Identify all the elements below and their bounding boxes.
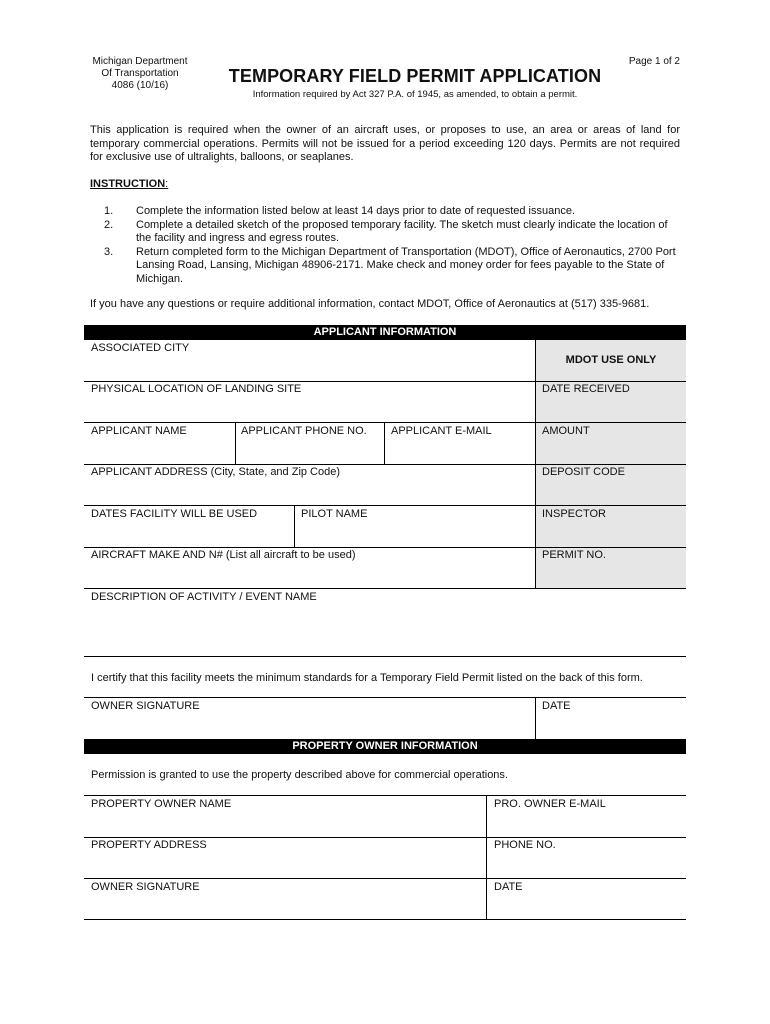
- applicant-address-label: APPLICANT ADDRESS (City, State, and Zip Code): [91, 466, 341, 478]
- signature-date-label: DATE: [542, 700, 571, 712]
- inspector-label: INSPECTOR: [542, 508, 606, 520]
- instruction-heading: [90, 178, 168, 190]
- instruction-step: [104, 205, 684, 219]
- column-divider: [294, 505, 295, 547]
- page-subtitle: Information required by Act 327 P.A. of 1945, as amended, to obtain a permit.: [252, 89, 578, 100]
- property-address-label: PROPERTY ADDRESS: [91, 839, 207, 851]
- row-divider: [84, 505, 686, 506]
- row-divider: [84, 464, 686, 465]
- signature-date-field[interactable]: [538, 714, 684, 738]
- property-owner-email-field[interactable]: [489, 812, 684, 836]
- aircraft-label: AIRCRAFT MAKE AND N# (List all aircraft to be used): [91, 549, 356, 561]
- form-code: 4086 (10/16): [111, 80, 169, 91]
- step-text: Return completed form to the Michigan Department of Transportation (MDOT), Office of Aeronautics, 2700 Port Lansing Road, Lansing, Michigan 48906-2171. Make check and money order for fees payable to the State of Michigan.: [136, 245, 676, 285]
- step-number: 3.: [104, 245, 114, 258]
- department-block: [80, 56, 200, 92]
- property-owner-name-label: PROPERTY OWNER NAME: [91, 798, 232, 810]
- page-title: TEMPORARY FIELD PERMIT APPLICATION: [228, 66, 602, 86]
- aircraft-field[interactable]: [86, 563, 532, 587]
- contact-info: If you have any questions or require additional information, contact MDOT, Office of Aeronautics at (517) 335-9681.: [90, 298, 650, 310]
- column-divider: [486, 795, 487, 920]
- instruction-heading-colon: :: [165, 178, 169, 190]
- row-divider: [84, 878, 686, 879]
- column-divider: [235, 422, 236, 464]
- row-divider: [84, 697, 686, 698]
- physical-location-field[interactable]: [86, 397, 532, 421]
- permit-no-label: PERMIT NO.: [542, 549, 606, 561]
- description-field[interactable]: [86, 606, 684, 654]
- department-name-line2: Of Transportation: [101, 68, 179, 79]
- property-address-field[interactable]: [86, 853, 483, 877]
- row-divider: [84, 837, 686, 838]
- intro-paragraph: This application is required when the owner of an aircraft uses, or proposes to use, an area or areas of land for temporary commercial operations. Permits will not be issued for a period exceeding 120 days. Permits are not required for exclusive use of ultralights, balloons, or seaplanes.: [90, 124, 680, 163]
- property-owner-email-label: PRO. OWNER E-MAIL: [494, 798, 606, 810]
- row-divider: [84, 919, 686, 920]
- step-number: 1.: [104, 205, 114, 217]
- property-owner-section-header: PROPERTY OWNER INFORMATION: [84, 739, 686, 754]
- associated-city-field[interactable]: [86, 356, 532, 380]
- row-divider: [84, 381, 686, 382]
- step-text: Complete the information listed below at least 14 days prior to date of requested issuance.: [136, 205, 576, 217]
- applicant-email-field[interactable]: [386, 439, 532, 463]
- row-divider: [84, 547, 686, 548]
- applicant-section-header: APPLICANT INFORMATION: [84, 325, 686, 340]
- owner-signature-field[interactable]: [86, 714, 532, 738]
- step-number: 2.: [104, 218, 114, 231]
- instruction-list: [104, 205, 684, 286]
- applicant-phone-label: APPLICANT PHONE NO.: [241, 425, 367, 437]
- property-owner-signature-label: OWNER SIGNATURE: [91, 881, 200, 893]
- dates-used-field[interactable]: [86, 522, 291, 546]
- permission-statement: Permission is granted to use the property described above for commercial operations.: [91, 769, 508, 781]
- associated-city-label: ASSOCIATED CITY: [91, 342, 190, 354]
- column-divider: [384, 422, 385, 464]
- applicant-name-field[interactable]: [86, 439, 232, 463]
- property-owner-name-field[interactable]: [86, 812, 483, 836]
- property-date-field[interactable]: [489, 895, 684, 918]
- instruction-step: [104, 246, 684, 287]
- certification-statement: I certify that this facility meets the minimum standards for a Temporary Field Permit listed on the back of this form.: [91, 672, 643, 684]
- step-text: Complete a detailed sketch of the proposed temporary facility. The sketch must clearly indicate the location of the facility and ingress and egress routes.: [136, 218, 668, 244]
- deposit-code-label: DEPOSIT CODE: [542, 466, 625, 478]
- dates-used-label: DATES FACILITY WILL BE USED: [91, 508, 258, 520]
- physical-location-label: PHYSICAL LOCATION OF LANDING SITE: [91, 383, 302, 395]
- mdot-use-only-heading: MDOT USE ONLY: [565, 354, 657, 366]
- amount-label: AMOUNT: [542, 425, 590, 437]
- row-divider: [84, 422, 686, 423]
- property-phone-field[interactable]: [489, 853, 684, 877]
- pilot-name-label: PILOT NAME: [301, 508, 368, 520]
- applicant-email-label: APPLICANT E-MAIL: [391, 425, 492, 437]
- owner-signature-label: OWNER SIGNATURE: [91, 700, 200, 712]
- applicant-name-label: APPLICANT NAME: [91, 425, 187, 437]
- description-label: DESCRIPTION OF ACTIVITY / EVENT NAME: [91, 591, 317, 603]
- column-divider: [535, 340, 536, 589]
- property-owner-signature-field[interactable]: [86, 895, 483, 918]
- date-received-label: DATE RECEIVED: [542, 383, 630, 395]
- property-date-label: DATE: [494, 881, 523, 893]
- instruction-heading-text: INSTRUCTION: [90, 178, 166, 190]
- row-divider: [84, 588, 686, 589]
- department-name: Michigan Department: [92, 56, 188, 67]
- applicant-phone-field[interactable]: [237, 439, 381, 463]
- page-number: Page 1 of 2: [628, 56, 680, 67]
- property-phone-label: PHONE NO.: [494, 839, 556, 851]
- column-divider: [535, 697, 536, 739]
- pilot-name-field[interactable]: [296, 522, 532, 546]
- row-divider: [84, 795, 686, 796]
- row-divider: [84, 656, 686, 657]
- instruction-step: [104, 219, 684, 246]
- applicant-address-field[interactable]: [86, 480, 532, 504]
